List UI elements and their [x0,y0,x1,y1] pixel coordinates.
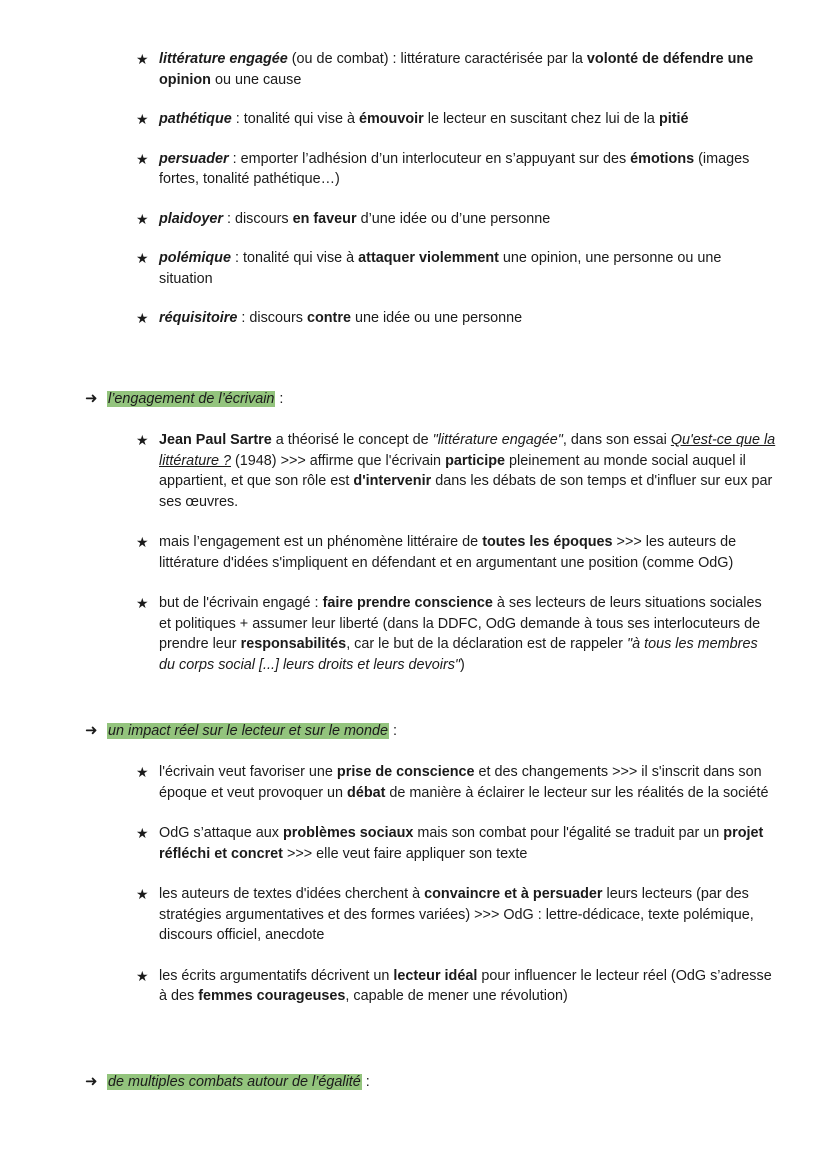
list-item: ★ but de l'écrivain engagé : faire prendre conscience à ses lecteurs de leurs situations sociales et politiques + assumer leur liberté (dans la DDFC, OdG demande à tous ses interlocuteurs de prendre leur responsabilités, car le but de la déclaration est de rappeler "à tous les membres du corps social [...] leurs droits et leurs devoirs") [136,595,762,673]
star-icon: ★ [136,764,149,780]
definition-term: littérature engagée [159,51,288,67]
star-icon: ★ [136,432,149,448]
list-item: ★ OdG s’attaque aux problèmes sociaux mais son combat pour l'égalité se traduit par un projet réfléchi et concret >>> elle veut faire appliquer son texte [136,825,764,862]
highlighted-heading: de multiples combats autour de l’égalité [108,1074,361,1090]
star-icon: ★ [136,534,149,550]
definition-item: ★ polémique : tonalité qui vise à attaquer violemment une opinion, une personne ou une situation [136,250,722,287]
star-icon: ★ [136,886,149,902]
star-icon: ★ [136,825,149,841]
section-list [136,430,776,675]
definition-term: pathétique [159,111,232,127]
section-heading: ➜ un impact réel sur le lecteur et sur le monde : [85,721,785,742]
definition-term: plaidoyer [159,210,223,227]
definition-item: ★ pathétique : tonalité qui vise à émouvoir le lecteur en suscitant chez lui de la pitié [136,109,776,130]
star-icon: ★ [136,51,149,67]
definition-item: ★ réquisitoire : discours contre une idée ou une personne [136,308,776,329]
definition-item: ★ persuader : emporter l’adhésion d’un interlocuteur en s’appuyant sur des émotions (images fortes, tonalité pathétique…) [136,150,750,187]
essay-title: Qu'est-ce que la littérature ? [159,432,776,469]
list-item: ★ Jean Paul Sartre a théorisé le concept de "littérature engagée", dans son essai Qu'est-ce que la littérature ? (1948) >>> affirme que l'écrivain participe pleinement au monde social auquel il appartient, et que son rôle est d'intervenir dans les débats de son temps et d'influer sur eux par ses œuvres. [136,432,776,510]
star-icon: ★ [136,595,149,611]
star-icon: ★ [136,111,149,127]
section-list [136,762,776,1007]
arrow-icon: ➜ [85,390,98,407]
list-item: ★ les auteurs de textes d'idées cherchent à convaincre et à persuader leurs lecteurs (par des stratégies argumentatives et des formes variées) >>> OdG : lettre-dédicace, texte polémique, discours officiel, anecdote [136,886,754,943]
arrow-icon: ➜ [85,1073,98,1090]
highlighted-heading: l’engagement de l’écrivain [108,391,275,407]
definitions-list [136,49,776,329]
section-heading: ➜ de multiples combats autour de l’égalité : [85,1072,785,1093]
section-heading: ➜ l’engagement de l’écrivain : [85,389,785,410]
arrow-icon: ➜ [85,722,98,739]
highlighted-heading: un impact réel sur le lecteur et sur le monde [108,723,388,739]
list-item: ★ l'écrivain veut favoriser une prise de conscience et des changements >>> il s'inscrit dans son époque et veut provoquer un débat de manière à éclairer le lecteur sur les réalités de la société [136,764,769,801]
list-item: ★ mais l’engagement est un phénomène littéraire de toutes les époques >>> les auteurs de littérature d'idées s'impliquent en défendant et en argumentant une position (comme OdG) [136,534,737,571]
definition-term: persuader [159,150,229,167]
definition-term: polémique [159,250,231,266]
star-icon: ★ [136,967,149,984]
definition-term: réquisitoire [159,310,238,326]
definition-item: ★ plaidoyer : discours en faveur d’une idée ou d’une personne [136,209,776,230]
definition-item: ★ littérature engagée (ou de combat) : littérature caractérisée par la volonté de défendre une opinion ou une cause [136,51,754,88]
star-icon: ★ [136,310,149,326]
star-icon: ★ [136,250,149,266]
star-icon: ★ [136,210,149,227]
star-icon: ★ [136,150,149,167]
list-item: ★ les écrits argumentatifs décrivent un lecteur idéal pour influencer le lecteur réel (OdG s’adresse à des femmes courageuses, capable de mener une révolution) [136,967,772,1004]
